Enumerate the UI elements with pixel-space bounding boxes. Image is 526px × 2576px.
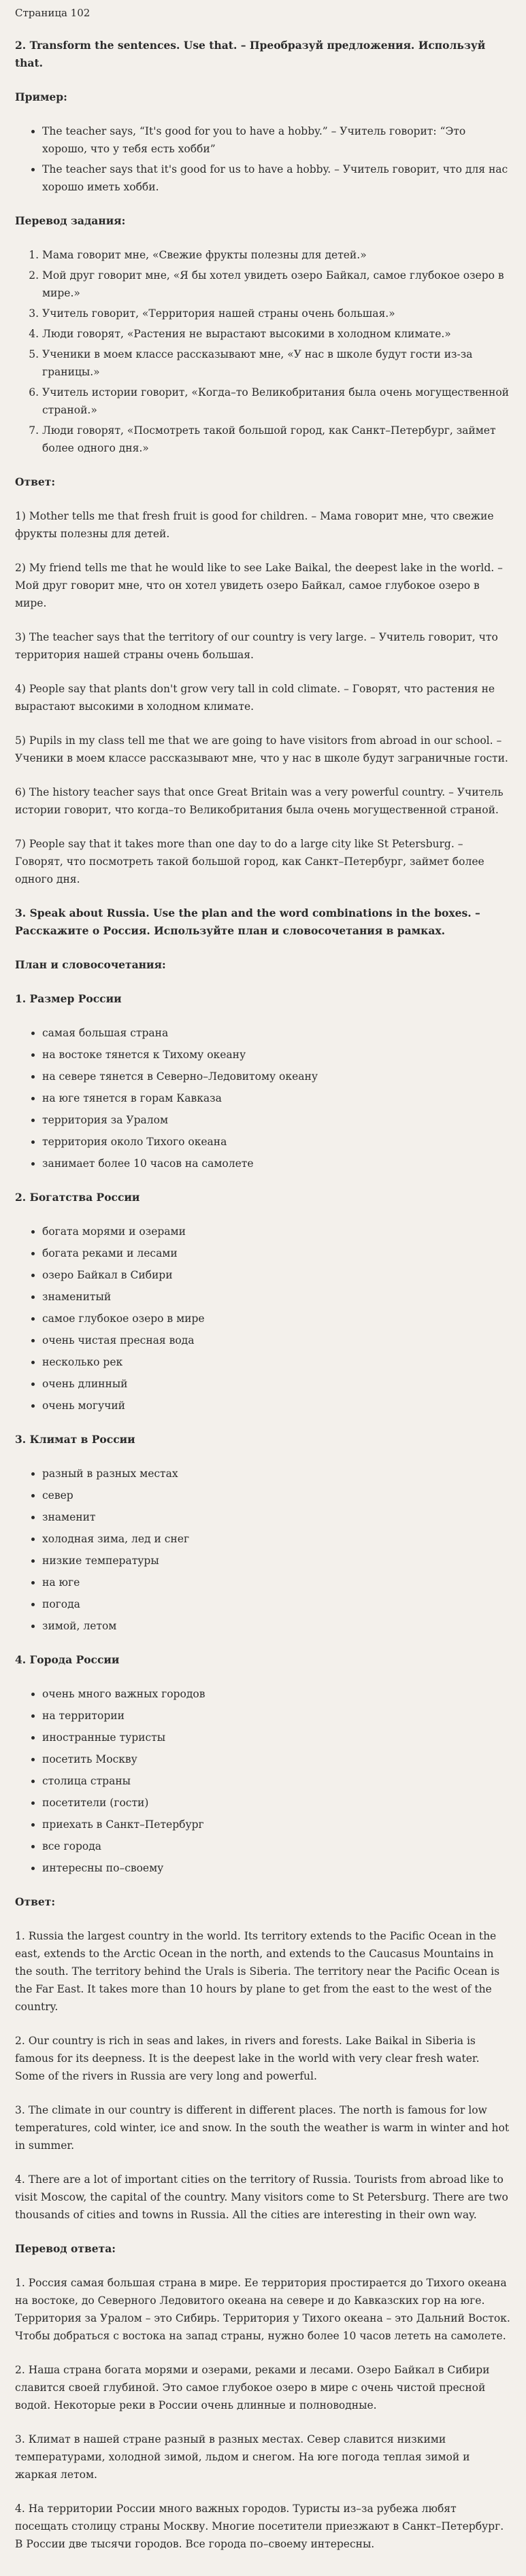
word-combination: • все города [42,1837,511,1855]
answer-paragraph: 1. Russia the largest country in the world. Its territory extends to the Pacific Ocean in the east, extends to the Arctic Ocean in the north, and extends to the Caucasus Mountains in the south. The territory behind the Urals is Siberia. The territory near the Pacific Ocean is the Far East. It takes more than 10 hours by plane to get from the east to the west of the country. [15,1930,500,2013]
translation-item: 5. Ученики в моем классе рассказывают мне, «У нас в школе будут гости из-за границы.» [42,345,511,381]
section-title: 2. Богатства России [15,1191,140,1204]
example-item: • The teacher says, “It's good for you to have a hobby.” – Учитель говорит: “Это хорошо, что у тебя есть хобби” [42,122,511,158]
word-combination: • очень много важных городов [42,1685,511,1703]
translation-label: Перевод задания: [15,214,126,227]
word-combination: • занимает более 10 часов на самолете [42,1155,511,1172]
translation-list [15,246,511,457]
section-list [15,1685,511,1877]
answer-paragraph: 5) Pupils in my class tell me that we are going to have visitors from abroad in our school. – Ученики в моем классе рассказывают мне, что у нас в школе будут заграничные гости. [15,734,508,764]
page-title: Страница 102 [15,7,91,19]
word-combination: • озеро Байкал в Сибири [42,1266,511,1284]
word-combination: • очень длинный [42,1375,511,1393]
translation-item: 2. Мой друг говорит мне, «Я бы хотел увидеть озеро Байкал, самое глубокое озеро в мире.» [42,267,511,302]
word-combination: • на севере тянется в Северно–Ледовитому океану [42,1068,511,1085]
word-combination: • очень чистая пресная вода [42,1332,511,1349]
answer-paragraph: 3. The climate in our country is different in different places. The north is famous for low temperatures, cold winter, ice and snow. In the south the weather is warm in winter and hot in summer. [15,2104,510,2152]
plan-label: План и словосочетания: [15,958,166,971]
word-combination: • на юге тянется в горам Кавказа [42,1089,511,1107]
answer-paragraph: 7) People say that it takes more than one day to do a large city like St Petersburg. – Говорят, что посмотреть такой большой город, как Санкт–Петербург, займет более одного дня. [15,838,484,885]
task3-heading: 3. Speak about Russia. Use the plan and the word combinations in the boxes. – Расскажите о Россия. Используйте план и словосочетания в рамках. [15,906,480,937]
word-combination: • посетители (гости) [42,1794,511,1812]
translation-item: 7. Люди говорят, «Посмотреть такой большой город, как Санкт–Петербург, займет более одного дня.» [42,422,511,457]
example-item: • The teacher says that it's good for us to have a hobby. – Учитель говорит, что для нас хорошо иметь хобби. [42,160,511,196]
word-combination: • холодная зима, лед и снег [42,1530,511,1548]
answer-paragraph: 6) The history teacher says that once Great Britain was a very powerful country. – Учитель истории говорит, что когда–то Великобритания была очень могущественной страной. [15,786,504,816]
translation-paragraph: 1. Россия самая большая страна в мире. Ее территория простирается до Тихого океана на востоке, до Северного Ледовитого океана на севере и до Кавказских гор на юге. Территория за Уралом – это Сибирь. Территория у Тихого океана – это Дальний Восток. Чтобы добраться с востока на запад страны, нужно более 10 часов лететь на самолете. [15,2277,510,2342]
word-combination: • на востоке тянется к Тихому океану [42,1046,511,1064]
word-combination: • разный в разных местах [42,1465,511,1482]
word-combination: • территория за Уралом [42,1111,511,1129]
word-combination: • на юге [42,1574,511,1591]
word-combination: • столица страны [42,1772,511,1790]
word-combination: • богата морями и озерами [42,1223,511,1240]
word-combination: • самое глубокое озеро в мире [42,1310,511,1327]
word-combination: • приехать в Санкт–Петербург [42,1816,511,1833]
word-combination: • на территории [42,1707,511,1725]
translation-item: 6. Учитель истории говорит, «Когда–то Великобритания была очень могущественной страной.» [42,384,511,419]
translation-paragraph: 4. На территории России много важных городов. Туристы из–за рубежа любят посещать столицу страны Москву. Многие посетители приезжают в Санкт–Петербург. В России две тысячи городов. Все города по–своему интересны. [15,2503,504,2550]
answer-paragraph: 3) The teacher says that the territory of our country is very large. – Учитель говорит, что территория нашей страны очень большая. [15,631,498,661]
section-list [15,1024,511,1172]
word-combination: • территория около Тихого океана [42,1133,511,1151]
translation-paragraph: 3. Климат в нашей стране разный в разных местах. Север славится низкими температурами, холодной зимой, льдом и снегом. На юге погода теплая зимой и жаркая летом. [15,2433,470,2481]
word-combination: • очень могучий [42,1397,511,1414]
word-combination: • низкие температуры [42,1552,511,1570]
word-combination: • несколько рек [42,1353,511,1371]
section-title: 3. Климат в России [15,1433,135,1446]
section-list [15,1223,511,1414]
translation-item: 4. Люди говорят, «Растения не вырастают высокими в холодном климате.» [42,325,511,343]
translation-paragraph: 2. Наша страна богата морями и озерами, реками и лесами. Озеро Байкал в Сибири славится своей глубиной. Это самое глубокое озеро в мире с очень чистой пресной водой. Некоторые реки в России очень длинные и полноводные. [15,2364,490,2411]
task3-answer-label: Ответ: [15,1895,56,1908]
answer-paragraph: 4. There are a lot of important cities on the territory of Russia. Tourists from abroad like to visit Moscow, the capital of the country. Many visitors come to St Petersburg. There are two thousands of cities and towns in Russia. All the cities are interesting in their own way. [15,2173,508,2221]
word-combination: • зимой, летом [42,1617,511,1635]
word-combination: • север [42,1487,511,1504]
translation-item: 3. Учитель говорит, «Территория нашей страны очень большая.» [42,305,511,322]
translation-item: 1. Мама говорит мне, «Свежие фрукты полезны для детей.» [42,246,511,264]
answer-paragraph: 1) Mother tells me that fresh fruit is good for children. – Мама говорит мне, что свежие фрукты полезны для детей. [15,510,494,540]
answer-paragraph: 2) My friend tells me that he would like to see Lake Baikal, the deepest lake in the world. – Мой друг говорит мне, что он хотел увидеть озеро Байкал, самое глубокое озеро в мире. [15,562,503,609]
word-combination: • знаменитый [42,1288,511,1306]
answer-paragraph: 2. Our country is rich in seas and lakes, in rivers and forests. Lake Baikal in Siberia is famous for its deepness. It is the deepest lake in the world with very clear fresh water. Some of the rivers in Russia are very long and powerful. [15,2035,480,2082]
word-combination: • знаменит [42,1508,511,1526]
word-combination: • посетить Москву [42,1750,511,1768]
answer-paragraph: 4) People say that plants don't grow very tall in cold climate. – Говорят, что растения не вырастают высокими в холодном климате. [15,683,495,713]
example-label: Пример: [15,90,67,103]
word-combination: • интересны по–своему [42,1859,511,1877]
section-list [15,1465,511,1635]
example-list [15,122,511,196]
word-combination: • погода [42,1595,511,1613]
word-combination: • богата реками и лесами [42,1244,511,1262]
word-combination: • иностранные туристы [42,1729,511,1746]
answer-label: Ответ: [15,475,56,488]
task2-heading: 2. Transform the sentences. Use that. – Преобразуй предложения. Используй that. [15,39,486,69]
section-title: 4. Города России [15,1653,120,1666]
section-title: 1. Размер России [15,992,122,1005]
translation-answer-label: Перевод ответа: [15,2242,116,2255]
word-combination: • самая большая страна [42,1024,511,1042]
